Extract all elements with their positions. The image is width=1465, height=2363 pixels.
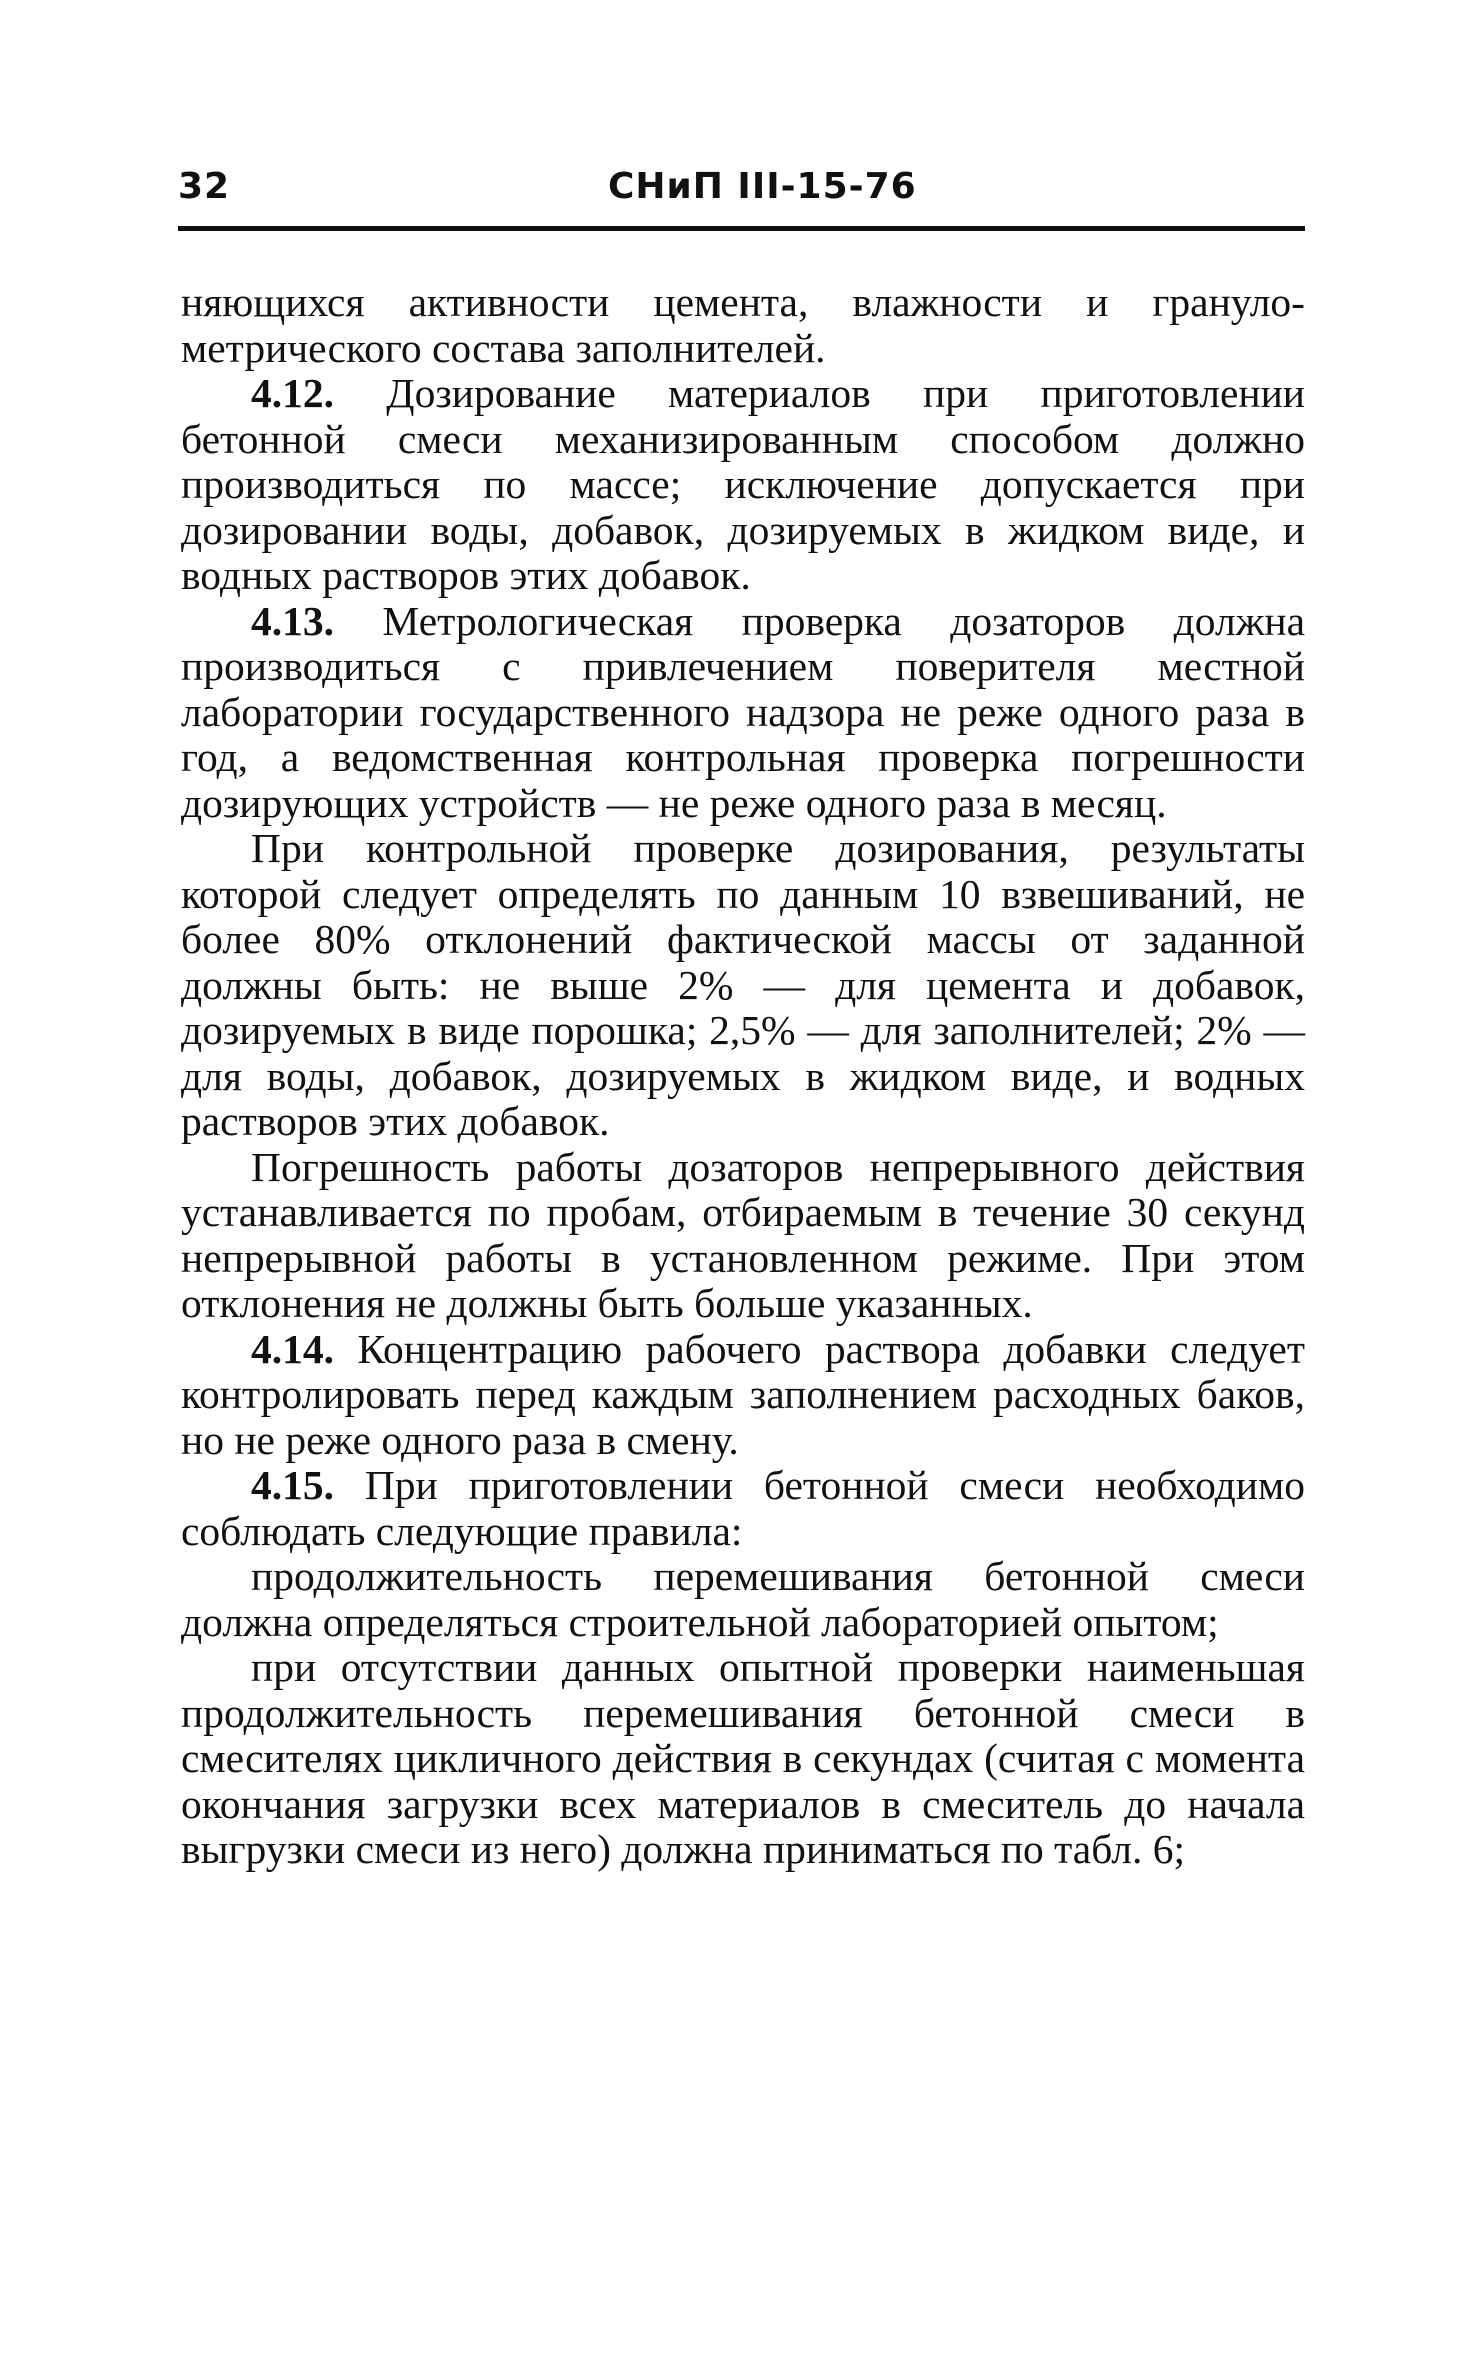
- header-divider: [178, 226, 1305, 231]
- paragraph-text: При контрольной проверке дозирования, результаты которой следует определять по данным 10 взвешиваний, не более 80% отклонений фактической массы от заданной должны быть: не выше 2% — для цемента и добавок, дозируемых в виде порошка; 2,5% — для заполнителей; 2% — для воды, добавок, дозируемых в жидком виде, и водных растворов этих добавок.: [181, 825, 1305, 1144]
- clause-number: 4.12.: [251, 370, 334, 416]
- paragraph-text: Погрешность работы дозаторов непрерывного действия устанавливается по пробам, отбираемым в течение 30 секунд непрерывной работы в установленном режиме. При этом отклонения не должны быть больше указанных.: [181, 1143, 1305, 1326]
- clause-number: 4.15.: [251, 1462, 334, 1508]
- rule-mixing-duration: [181, 1554, 1305, 1645]
- document-title: СНиП III-15-76: [608, 166, 917, 207]
- page-number: 32: [178, 166, 231, 207]
- rule-minimum-mixing: [181, 1645, 1305, 1873]
- paragraph-control-check: [181, 826, 1305, 1145]
- paragraph-text: продолжительность перемешивания бетонной смеси должна определяться строительной лабораторией опытом;: [181, 1553, 1305, 1645]
- paragraph-dispenser-error: [181, 1145, 1305, 1327]
- body-text: [181, 280, 1305, 1873]
- clause-4-12: [181, 371, 1305, 599]
- clause-text: При приготовлении бетонной смеси необходимо соблюдать следующие правила:: [181, 1462, 1305, 1554]
- clause-text: Концентрацию рабочего раствора добавки следует контролировать перед каждым заполнением расходных баков, но не реже одного раза в смену.: [181, 1325, 1305, 1463]
- paragraph-continuation: [181, 280, 1305, 371]
- clause-number: 4.13.: [251, 597, 334, 644]
- clause-4-15: [181, 1463, 1305, 1554]
- page-header: [178, 166, 1305, 212]
- clause-4-14: [181, 1327, 1305, 1464]
- clause-text: Метрологическая проверка дозаторов должна производиться с привлечением поверителя местной лаборатории государственного надзора не реже одного раза в год, а ведомственная контрольная проверка погрешности дозирующих устройств — не реже одного раза в месяц.: [181, 597, 1305, 826]
- clause-number: 4.14.: [251, 1325, 334, 1372]
- paragraph-text: няющихся активности цемента, влажности и гранулометрического состава заполнителей.: [181, 279, 1305, 371]
- paragraph-text: при отсутствии данных опытной проверки наименьшая продолжительность перемешивания бетонной смеси в смесителях цикличного действия в секундах (считая с момента окончания загрузки всех материалов в смеситель до начала выгрузки смеси из него) должна приниматься по табл. 6;: [181, 1644, 1305, 1872]
- clause-4-13: [181, 599, 1305, 827]
- clause-text: Дозирование материалов при приготовлении бетонной смеси механизированным способом должно производиться по массе; исключение допускается при дозировании воды, добавок, дозируемых в жидком виде, и водных растворов этих добавок.: [181, 370, 1305, 598]
